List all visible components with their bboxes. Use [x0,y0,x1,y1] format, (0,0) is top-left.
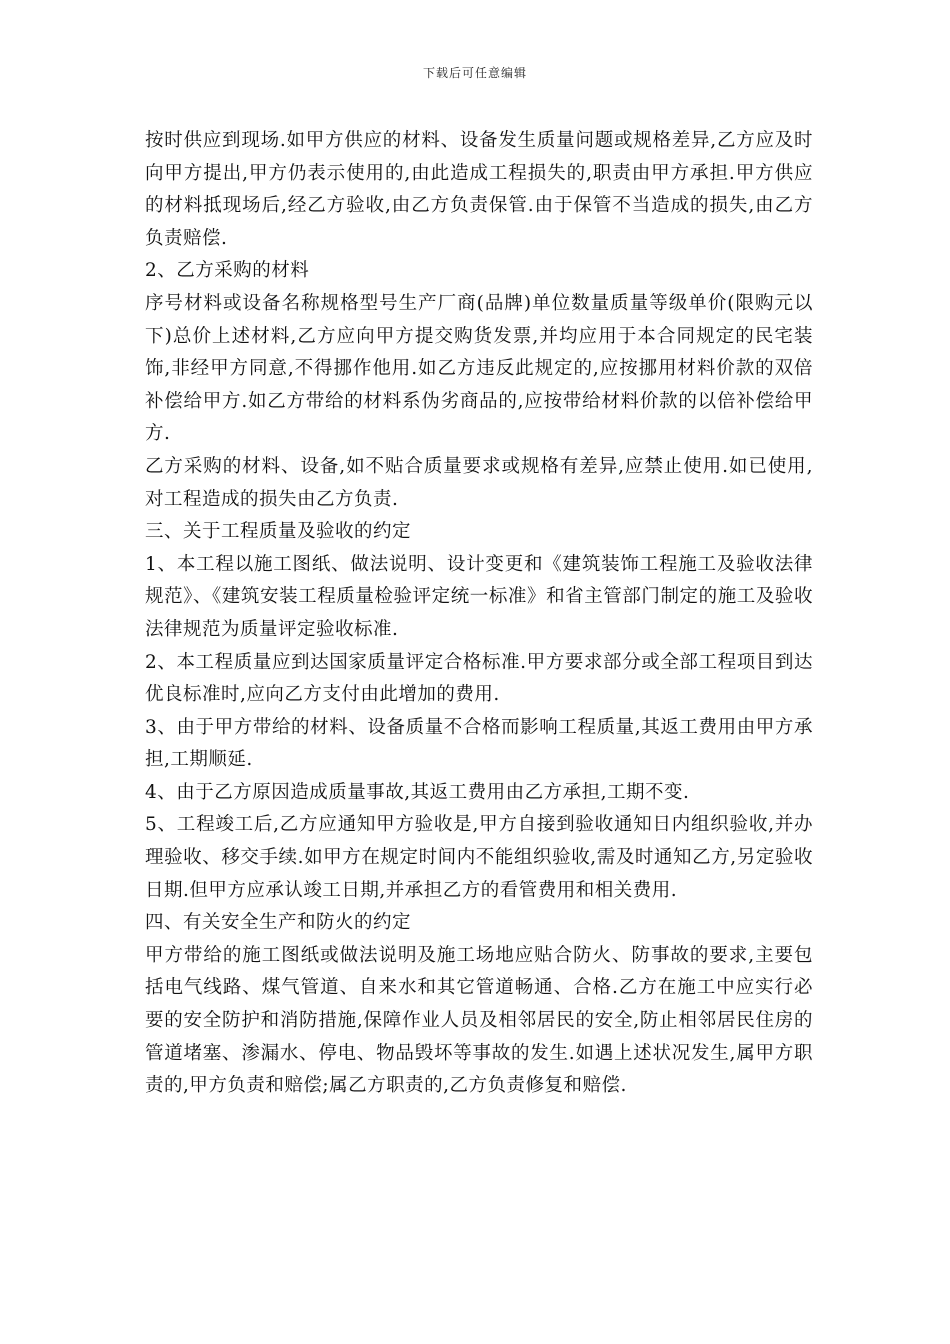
paragraph-safety-fire: 甲方带给的施工图纸或做法说明及施工场地应贴合防火、防事故的要求,主要包括电气线路、煤气管道、自来水和其它管道畅通、合格.乙方在施工中应实行必要的安全防护和消防措施,保障作业人员及相邻居民的安全,防止相邻居民住房的管道堵塞、渗漏水、停电、物品毁坏等事故的发生.如遇上述状况发生,属甲方职责的,甲方负责和赔偿;属乙方职责的,乙方负责修复和赔偿. [145,944,813,1097]
paragraph-material-list: 序号材料或设备名称规格型号生产厂商(品牌)单位数量质量等级单价(限购元以下)总价上述材料,乙方应向甲方提交购货发票,并均应用于本合同规定的民宅装饰,非经甲方同意,不得挪作他用.如乙方违反此规定的,应按挪用材料价款的双倍补偿给甲方.如乙方带给的材料系伪劣商品的,应按带给材料价款的以倍补偿给甲方. [145,292,813,445]
paragraph-material-quality: 乙方采购的材料、设备,如不贴合质量要求或规格有差异,应禁止使用.如已使用,对工程造成的损失由乙方负责. [145,455,813,510]
page-header: 下载后可任意编辑 [422,66,527,80]
paragraph-completion-acceptance: 5、工程竣工后,乙方应通知甲方验收是,甲方自接到验收通知日内组织验收,并办理验收、移交手续.如甲方在规定时间内不能组织验收,需及时通知乙方,另定验收日期.但甲方应承认竣工日期,并承担乙方的看管费用和相关费用. [145,814,813,901]
paragraph-quality-level: 2、本工程质量应到达国家质量评定合格标准.甲方要求部分或全部工程项目到达优良标准时,应向乙方支付由此增加的费用. [145,651,813,706]
heading-contractor-materials: 2、乙方采购的材料 [145,260,310,282]
paragraph-rework-owner: 3、由于甲方带给的材料、设备质量不合格而影响工程质量,其返工费用由甲方承担,工期顺延. [145,716,813,771]
section-heading-quality: 三、关于工程质量及验收的约定 [145,521,412,543]
document-body [145,125,813,1103]
section-heading-safety: 四、有关安全生产和防火的约定 [145,912,412,934]
paragraph-quality-standard: 1、本工程以施工图纸、做法说明、设计变更和《建筑装饰工程施工及验收法律规范》、《建筑安装工程质量检验评定统一标准》和省主管部门制定的施工及验收法律规范为质量评定验收标准. [145,553,813,640]
paragraph-supply-materials: 按时供应到现场.如甲方供应的材料、设备发生质量问题或规格差异,乙方应及时向甲方提出,甲方仍表示使用的,由此造成工程损失的,职责由甲方承担.甲方供应的材料抵现场后,经乙方验收,由乙方负责保管.由于保管不当造成的损失,由乙方负责赔偿. [145,130,813,249]
paragraph-rework-contractor: 4、由于乙方原因造成质量事故,其返工费用由乙方承担,工期不变. [145,781,690,803]
